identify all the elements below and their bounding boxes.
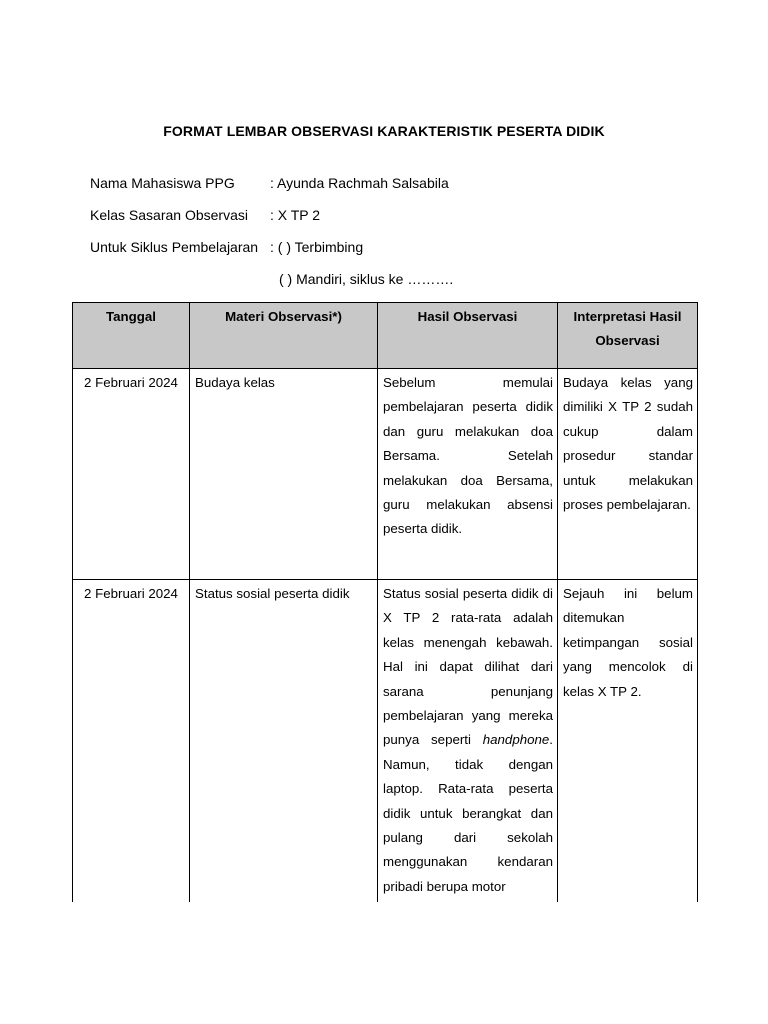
kelas-label: Kelas Sasaran Observasi — [90, 207, 248, 223]
cell-interpretasi: Sejauh ini belum ditemukan ketimpangan sosial yang mencolok di kelas X TP 2. — [558, 580, 698, 903]
cell-hasil: Sebelum memulai pembelajaran peserta didik dan guru melakukan doa Bersama. Setelah melakukan doa Bersama, guru melakukan absensi peserta didik. — [378, 369, 558, 580]
siklus-label: Untuk Siklus Pembelajaran — [90, 239, 259, 255]
kelas-value: : X TP 2 — [270, 207, 321, 223]
table-row — [73, 580, 698, 903]
hasil-text-italic: handphone — [482, 732, 550, 748]
hasil-text-after: . Namun, tidak dengan laptop. Rata-rata peserta didik untuk berangkat dan pulang dari sekolah menggunakan kendaran pribadi berupa motor — [383, 732, 553, 894]
cell-tanggal: 2 Februari 2024 — [73, 369, 190, 580]
siklus-value: : ( ) Terbimbing — [270, 239, 364, 255]
header-materi: Materi Observasi*) — [190, 303, 378, 369]
cell-hasil — [378, 580, 558, 903]
observation-table — [72, 302, 698, 902]
cell-tanggal: 2 Februari 2024 — [73, 580, 190, 903]
nama-value: : Ayunda Rachmah Salsabila — [270, 175, 449, 191]
cell-materi: Status sosial peserta didik — [190, 580, 378, 903]
header-tanggal: Tanggal — [73, 303, 190, 369]
siklus-value-mandiri: ( ) Mandiri, siklus ke ………. — [279, 271, 454, 287]
table-header-row — [73, 303, 698, 369]
cell-interpretasi: Budaya kelas yang dimiliki X TP 2 sudah cukup dalam prosedur standar untuk melakukan proses pembelajaran. — [558, 369, 698, 580]
hasil-text-before: Status sosial peserta didik di X TP 2 rata-rata adalah kelas menengah kebawah. Hal ini dapat dilihat dari sarana penunjang pembelajaran yang mereka punya seperti — [383, 586, 553, 748]
info-siklus — [90, 239, 363, 255]
info-nama — [90, 175, 449, 191]
cell-materi: Budaya kelas — [190, 369, 378, 580]
table-row — [73, 369, 698, 580]
observation-table-wrapper — [72, 302, 697, 902]
page-title: FORMAT LEMBAR OBSERVASI KARAKTERISTIK PESERTA DIDIK — [163, 123, 605, 139]
header-hasil: Hasil Observasi — [378, 303, 558, 369]
info-kelas — [90, 207, 320, 223]
header-interpretasi: Interpretasi Hasil Observasi — [558, 303, 698, 369]
nama-label: Nama Mahasiswa PPG — [90, 175, 235, 191]
